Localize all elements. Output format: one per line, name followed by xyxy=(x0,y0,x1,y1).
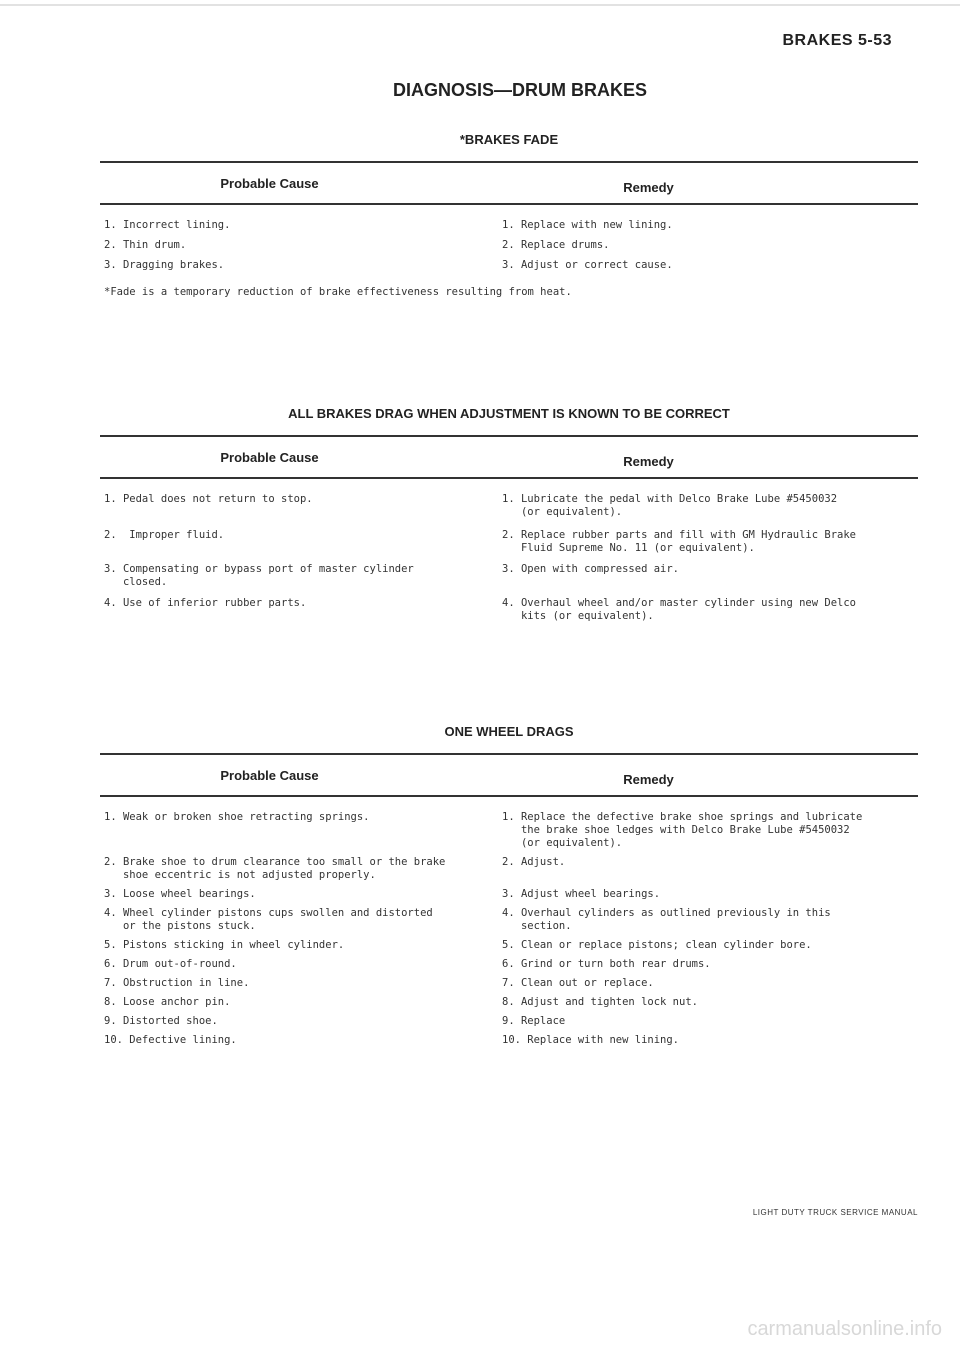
table-row xyxy=(100,856,918,882)
table-header xyxy=(100,163,918,203)
cause-cell: 1. Weak or broken shoe retracting springs. xyxy=(104,811,370,823)
remedy-cell: 8. Adjust and tighten lock nut. xyxy=(502,996,698,1008)
remedy-cell: 7. Clean out or replace. xyxy=(502,977,654,989)
table-row xyxy=(100,529,918,555)
remedy-cell: 10. Replace with new lining. xyxy=(502,1034,680,1046)
column-header-remedy: Remedy xyxy=(623,453,674,469)
table-row xyxy=(100,219,918,232)
table-row xyxy=(100,1034,918,1047)
table-row xyxy=(100,939,918,952)
cause-cell: 6. Drum out-of-round. xyxy=(104,958,237,970)
table-header xyxy=(100,755,918,795)
remedy-cell: 2. Replace drums. xyxy=(502,239,610,251)
table-rows xyxy=(100,493,918,623)
cause-cell: 9. Distorted shoe. xyxy=(104,1015,218,1027)
remedy-cell: 2. Adjust. xyxy=(502,856,566,868)
table-row xyxy=(100,977,918,990)
remedy-cell: 9. Replace xyxy=(502,1015,566,1027)
remedy-cell: 1. Replace with new lining. xyxy=(502,219,673,231)
table-row xyxy=(100,259,918,272)
table-header-rule xyxy=(100,477,918,479)
remedy-cell: 3. Adjust wheel bearings. xyxy=(502,888,661,900)
table-row xyxy=(100,907,918,933)
watermark: carmanualsonline.info xyxy=(747,1318,942,1340)
table-rows xyxy=(100,811,918,1047)
table-row xyxy=(100,493,918,519)
remedy-cell: 1. Replace the defective brake shoe springs and lubricate the brake shoe ledges with Delco Brake Lube #5450032 (or equivalent). xyxy=(502,811,863,849)
cause-cell: 1. Pedal does not return to stop. xyxy=(104,493,313,505)
remedy-cell: 1. Lubricate the pedal with Delco Brake Lube #5450032 (or equivalent). xyxy=(502,493,838,518)
table-row xyxy=(100,563,918,589)
page-title: DIAGNOSIS—DRUM BRAKES xyxy=(392,80,647,100)
column-header-remedy: Remedy xyxy=(623,179,674,195)
remedy-cell: 4. Overhaul cylinders as outlined previously in this section. xyxy=(502,907,831,932)
section-title: *BRAKES FADE xyxy=(459,132,559,147)
table-row xyxy=(100,597,918,623)
cause-cell: 2. Improper fluid. xyxy=(104,529,225,541)
cause-cell: 4. Use of inferior rubber parts. xyxy=(104,597,307,609)
cause-cell: 2. Brake shoe to drum clearance too small or the brake shoe eccentric is not adjusted properly. xyxy=(104,856,446,881)
section-all-brakes-drag xyxy=(100,406,918,630)
table-header xyxy=(100,437,918,477)
page-header: BRAKES 5-53 xyxy=(782,32,892,49)
scan-edge-line xyxy=(0,4,960,6)
table-row xyxy=(100,958,918,971)
remedy-cell: 6. Grind or turn both rear drums. xyxy=(502,958,711,970)
cause-cell: 1. Incorrect lining. xyxy=(104,219,231,231)
manual-footer: LIGHT DUTY TRUCK SERVICE MANUAL xyxy=(752,1208,918,1217)
cause-cell: 10. Defective lining. xyxy=(104,1034,237,1046)
table-row xyxy=(100,239,918,252)
cause-cell: 4. Wheel cylinder pistons cups swollen and distorted or the pistons stuck. xyxy=(104,907,433,932)
remedy-cell: 3. Adjust or correct cause. xyxy=(502,259,673,271)
cause-cell: 7. Obstruction in line. xyxy=(104,977,250,989)
section-title: ALL BRAKES DRAG WHEN ADJUSTMENT IS KNOWN TO BE CORRECT xyxy=(288,406,730,421)
column-header-cause: Probable Cause xyxy=(220,449,319,465)
footnote: *Fade is a temporary reduction of brake effectiveness resulting from heat. xyxy=(104,286,572,298)
table-row xyxy=(100,811,918,850)
table-rows xyxy=(100,219,918,272)
remedy-cell: 2. Replace rubber parts and fill with GM Hydraulic Brake Fluid Supreme No. 11 (or equivalent). xyxy=(502,529,857,554)
column-header-cause: Probable Cause xyxy=(220,175,319,191)
section-brakes-fade xyxy=(100,132,918,298)
remedy-cell: 3. Open with compressed air. xyxy=(502,563,680,575)
table-row xyxy=(100,996,918,1009)
table-header-rule xyxy=(100,203,918,205)
cause-cell: 2. Thin drum. xyxy=(104,239,187,251)
table-row xyxy=(100,1015,918,1028)
remedy-cell: 5. Clean or replace pistons; clean cylinder bore. xyxy=(502,939,812,951)
cause-cell: 3. Loose wheel bearings. xyxy=(104,888,256,900)
cause-cell: 8. Loose anchor pin. xyxy=(104,996,231,1008)
table-row xyxy=(100,888,918,901)
remedy-cell: 4. Overhaul wheel and/or master cylinder using new Delco kits (or equivalent). xyxy=(502,597,857,622)
cause-cell: 3. Dragging brakes. xyxy=(104,259,225,271)
cause-cell: 3. Compensating or bypass port of master cylinder closed. xyxy=(104,563,414,588)
column-header-cause: Probable Cause xyxy=(220,767,319,783)
cause-cell: 5. Pistons sticking in wheel cylinder. xyxy=(104,939,345,951)
table-header-rule xyxy=(100,795,918,797)
section-one-wheel-drags xyxy=(100,724,918,1054)
section-title: ONE WHEEL DRAGS xyxy=(444,724,574,739)
column-header-remedy: Remedy xyxy=(623,771,674,787)
